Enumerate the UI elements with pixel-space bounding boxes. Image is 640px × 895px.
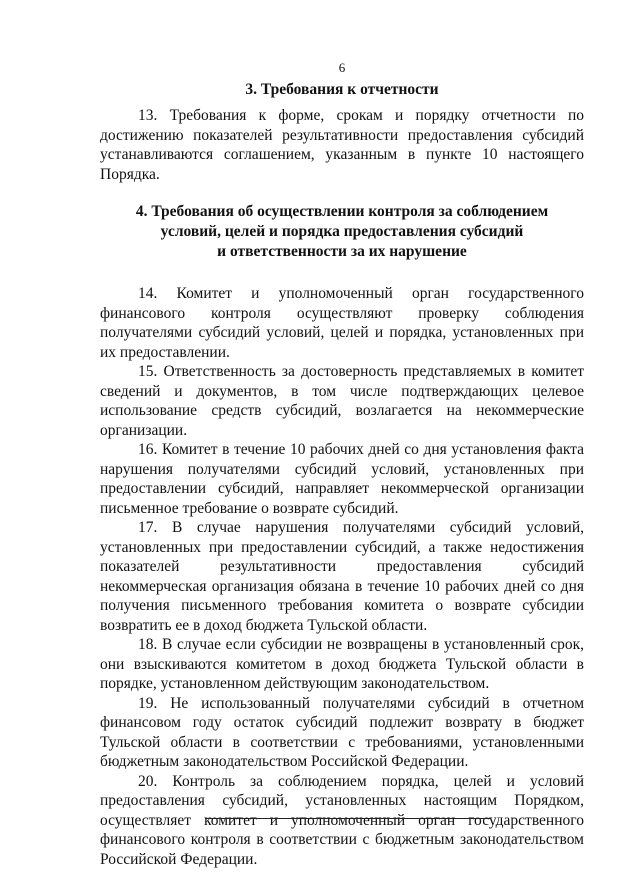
section-4-title xyxy=(100,202,584,262)
paragraph-16: 16. Комитет в течение 10 рабочих дней со дня установления факта нарушения получателями субсидий условий, установленных при предоставлении субсидий, направляет некоммерческой организации письменное требование о возврате субсидий. xyxy=(100,441,584,517)
paragraph-20: 20. Контроль за соблюдением порядка, целей и условий предоставления субсидий, установленных настоящим Порядком, осуществляет комитет и уполномоченный орган государственного финансового контроля в соответствии с бюджетным законодательством Российской Федерации. xyxy=(100,772,584,868)
section-4-title-line: условий, целей и порядка предоставления субсидий xyxy=(160,223,524,240)
paragraph-18: 18. В случае если субсидии не возвращены в установленный срок, они взыскиваются комитетом в доход бюджета Тульской области в порядке, установленном действующим законодательством. xyxy=(100,636,584,692)
paragraph-15: 15. Ответственность за достоверность представляемых в комитет сведений и документов, в том числе подтверждающих целевое использование средств субсидий, возлагается на некоммерческие организации. xyxy=(100,363,584,439)
paragraph-13: 13. Требования к форме, срокам и порядку отчетности по достижению показателей результативности предоставления субсидий устанавливаются соглашением, указанным в пункте 10 настоящего Порядка. xyxy=(100,107,584,183)
section-4-title-line: и ответственности за их нарушение xyxy=(217,243,467,260)
section-3-title: 3. Требования к отчетности xyxy=(245,81,439,98)
paragraph-14: 14. Комитет и уполномоченный орган государственного финансового контроля осуществляют проверку соблюдения получателями субсидий условий, целей и порядка, установленных при их предоставлении. xyxy=(100,285,584,361)
paragraph-17: 17. В случае нарушения получателями субсидий условий, установленных при предоставлении субсидий, а также недостижения показателей результативности предоставления субсидий некоммерческая организация обязана в течение 10 рабочих дней со дня получения письменного требования комитета о возврате субсидии возвратить ее в доход бюджета Тульской области. xyxy=(100,519,584,634)
page-number: 6 xyxy=(338,60,346,75)
paragraph-19: 19. Не использованный получателями субсидий в отчетном финансовом году остаток субсидий подлежит возврату в бюджет Тульской области в соответствии с требованиями, установленными бюджетным законодательством Российской Федерации. xyxy=(100,694,584,770)
closing-rule-divider xyxy=(205,818,490,819)
section-4-title-line: 4. Требования об осуществлении контроля за соблюдением xyxy=(135,203,549,220)
